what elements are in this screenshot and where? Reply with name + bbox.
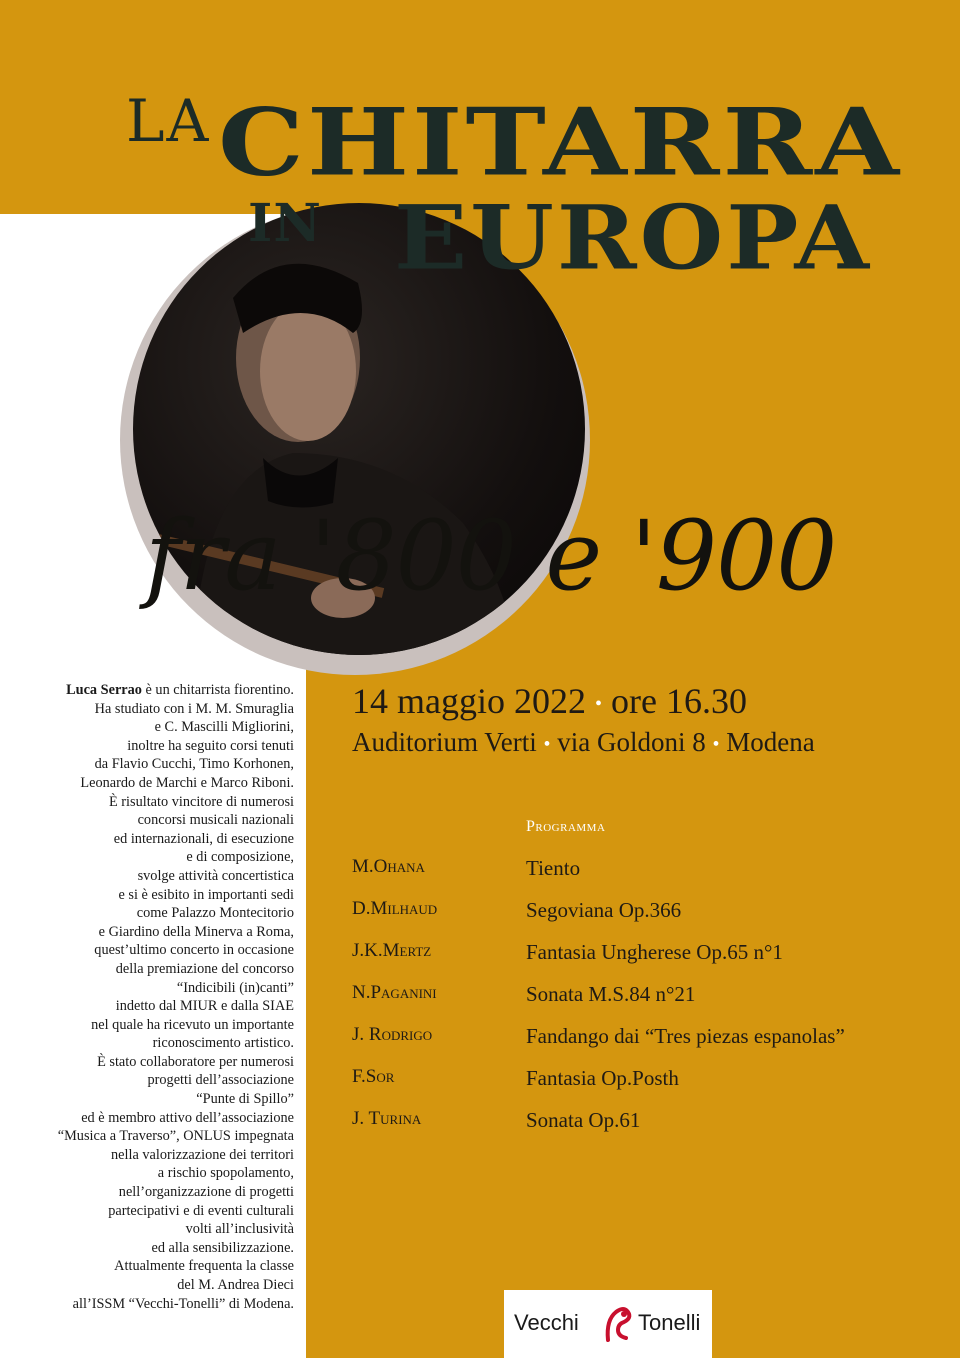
bio-line: volti all’inclusività xyxy=(185,1221,294,1238)
bio-line: partecipativi e di eventi culturali xyxy=(108,1202,294,1219)
bio-line: È risultato vincitore di numerosi xyxy=(108,793,294,810)
logo-text-tonelli: Tonelli xyxy=(638,1310,701,1335)
bio-line: nella valorizzazione dei territori xyxy=(111,1146,294,1163)
separator-dot: • xyxy=(712,733,720,756)
bio-line: riconoscimento artistico. xyxy=(152,1035,294,1052)
title-la: LA xyxy=(126,87,211,155)
logo-text-vecchi: Vecchi xyxy=(514,1310,579,1335)
bio-line: “Indicibili (in)canti” xyxy=(176,979,294,996)
bio-text xyxy=(10,681,294,1313)
bio-line: inoltre ha seguito corsi tenuti xyxy=(127,737,294,754)
logo xyxy=(504,1290,712,1358)
bio-line: svolge attività concertistica xyxy=(137,867,294,884)
program-composer: J. Turina xyxy=(352,1108,422,1129)
bio-line: come Palazzo Montecitorio xyxy=(136,905,294,922)
bio-line: progetti dell’associazione xyxy=(147,1072,294,1089)
bio-line: “Musica a Traverso”, ONLUS impegnata xyxy=(57,1128,294,1145)
event-venue-line xyxy=(352,727,815,758)
event-city: Modena xyxy=(726,727,815,757)
program-piece: Sonata M.S.84 n°21 xyxy=(526,982,696,1006)
bio-line: del M. Andrea Dieci xyxy=(177,1277,294,1293)
bio-line: indetto dal MIUR e dalla SIAE xyxy=(115,998,294,1015)
program-piece: Fandango dai “Tres piezas espanolas” xyxy=(526,1024,845,1048)
bio-line: e si è esibito in importanti sedi xyxy=(118,886,294,903)
bio-line: nel quale ha ricevuto un importante xyxy=(91,1016,294,1033)
event-date-line xyxy=(352,680,747,722)
program-row xyxy=(352,898,932,928)
program-composer: M.Ohana xyxy=(352,856,425,877)
bio-name: Luca Serrao xyxy=(66,682,142,698)
bio-line: “Punte di Spillo” xyxy=(196,1091,294,1108)
program-row xyxy=(352,1024,932,1054)
event-venue: Auditorium Verti xyxy=(352,727,537,757)
bio-line: Attualmente frequenta la classe xyxy=(114,1258,294,1275)
title-chitarra: CHITARRA xyxy=(218,88,903,197)
program-heading: Programma xyxy=(526,818,606,835)
bio-line: Ha studiato con i M. M. Smuraglia xyxy=(94,700,294,717)
title-europa: EUROPA xyxy=(394,185,872,290)
program-piece: Segoviana Op.366 xyxy=(526,898,682,922)
program-row xyxy=(352,1066,932,1096)
separator-dot: • xyxy=(543,733,551,756)
bio-line: nell’organizzazione di progetti xyxy=(118,1184,294,1201)
program-row xyxy=(352,856,932,886)
program-row xyxy=(352,982,932,1012)
bio-line: È stato collaboratore per numerosi xyxy=(97,1053,294,1070)
program-row xyxy=(352,940,932,970)
bio-line: quest’ultimo concerto in occasione xyxy=(94,942,294,959)
event-date: 14 maggio 2022 xyxy=(352,681,586,721)
program-piece: Sonata Op.61 xyxy=(526,1108,641,1132)
program-piece: Fantasia Op.Posth xyxy=(526,1066,679,1090)
bio-line: da Flavio Cucchi, Timo Korhonen, xyxy=(94,756,294,773)
program-piece: Fantasia Ungherese Op.65 n°1 xyxy=(526,940,783,964)
program-composer: F.Sor xyxy=(352,1066,395,1087)
program-composer: J.K.Mertz xyxy=(352,940,432,961)
violin-scroll-icon xyxy=(602,1300,638,1344)
bio-line: concorsi musicali nazionali xyxy=(137,812,294,829)
program-composer: J. Rodrigo xyxy=(352,1024,433,1045)
program-piece: Tiento xyxy=(526,856,581,880)
event-time: ore 16.30 xyxy=(611,681,747,721)
bio-line: della premiazione del concorso xyxy=(115,960,294,977)
bio-line: all’ISSM “Vecchi-Tonelli” di Modena. xyxy=(72,1295,294,1312)
subtitle xyxy=(145,500,836,612)
program-row xyxy=(352,1108,932,1138)
bio-line: e Giardino della Minerva a Roma, xyxy=(98,923,294,940)
subtitle-part-2: e '900 xyxy=(515,500,837,612)
event-address: via Goldoni 8 xyxy=(557,727,706,757)
separator-dot: • xyxy=(594,693,602,716)
subtitle-part-1: fra '800 xyxy=(145,500,516,612)
bio-line: ed è membro attivo dell’associazione xyxy=(81,1109,294,1126)
bio-line: Leonardo de Marchi e Marco Riboni. xyxy=(80,774,294,791)
bio-line: ed alla sensibilizzazione. xyxy=(151,1239,294,1256)
program-composer: N.Paganini xyxy=(352,982,437,1003)
bio-line: e di composizione, xyxy=(186,849,294,866)
bio-line: è un chitarrista fiorentino. xyxy=(141,682,294,698)
bio-line: ed internazionali, di esecuzione xyxy=(113,830,294,847)
bio-line: a rischio spopolamento, xyxy=(157,1165,294,1182)
title-in: IN xyxy=(248,193,322,254)
bio-line: e C. Mascilli Migliorini, xyxy=(154,719,294,736)
program-composer: D.Milhaud xyxy=(352,898,438,919)
